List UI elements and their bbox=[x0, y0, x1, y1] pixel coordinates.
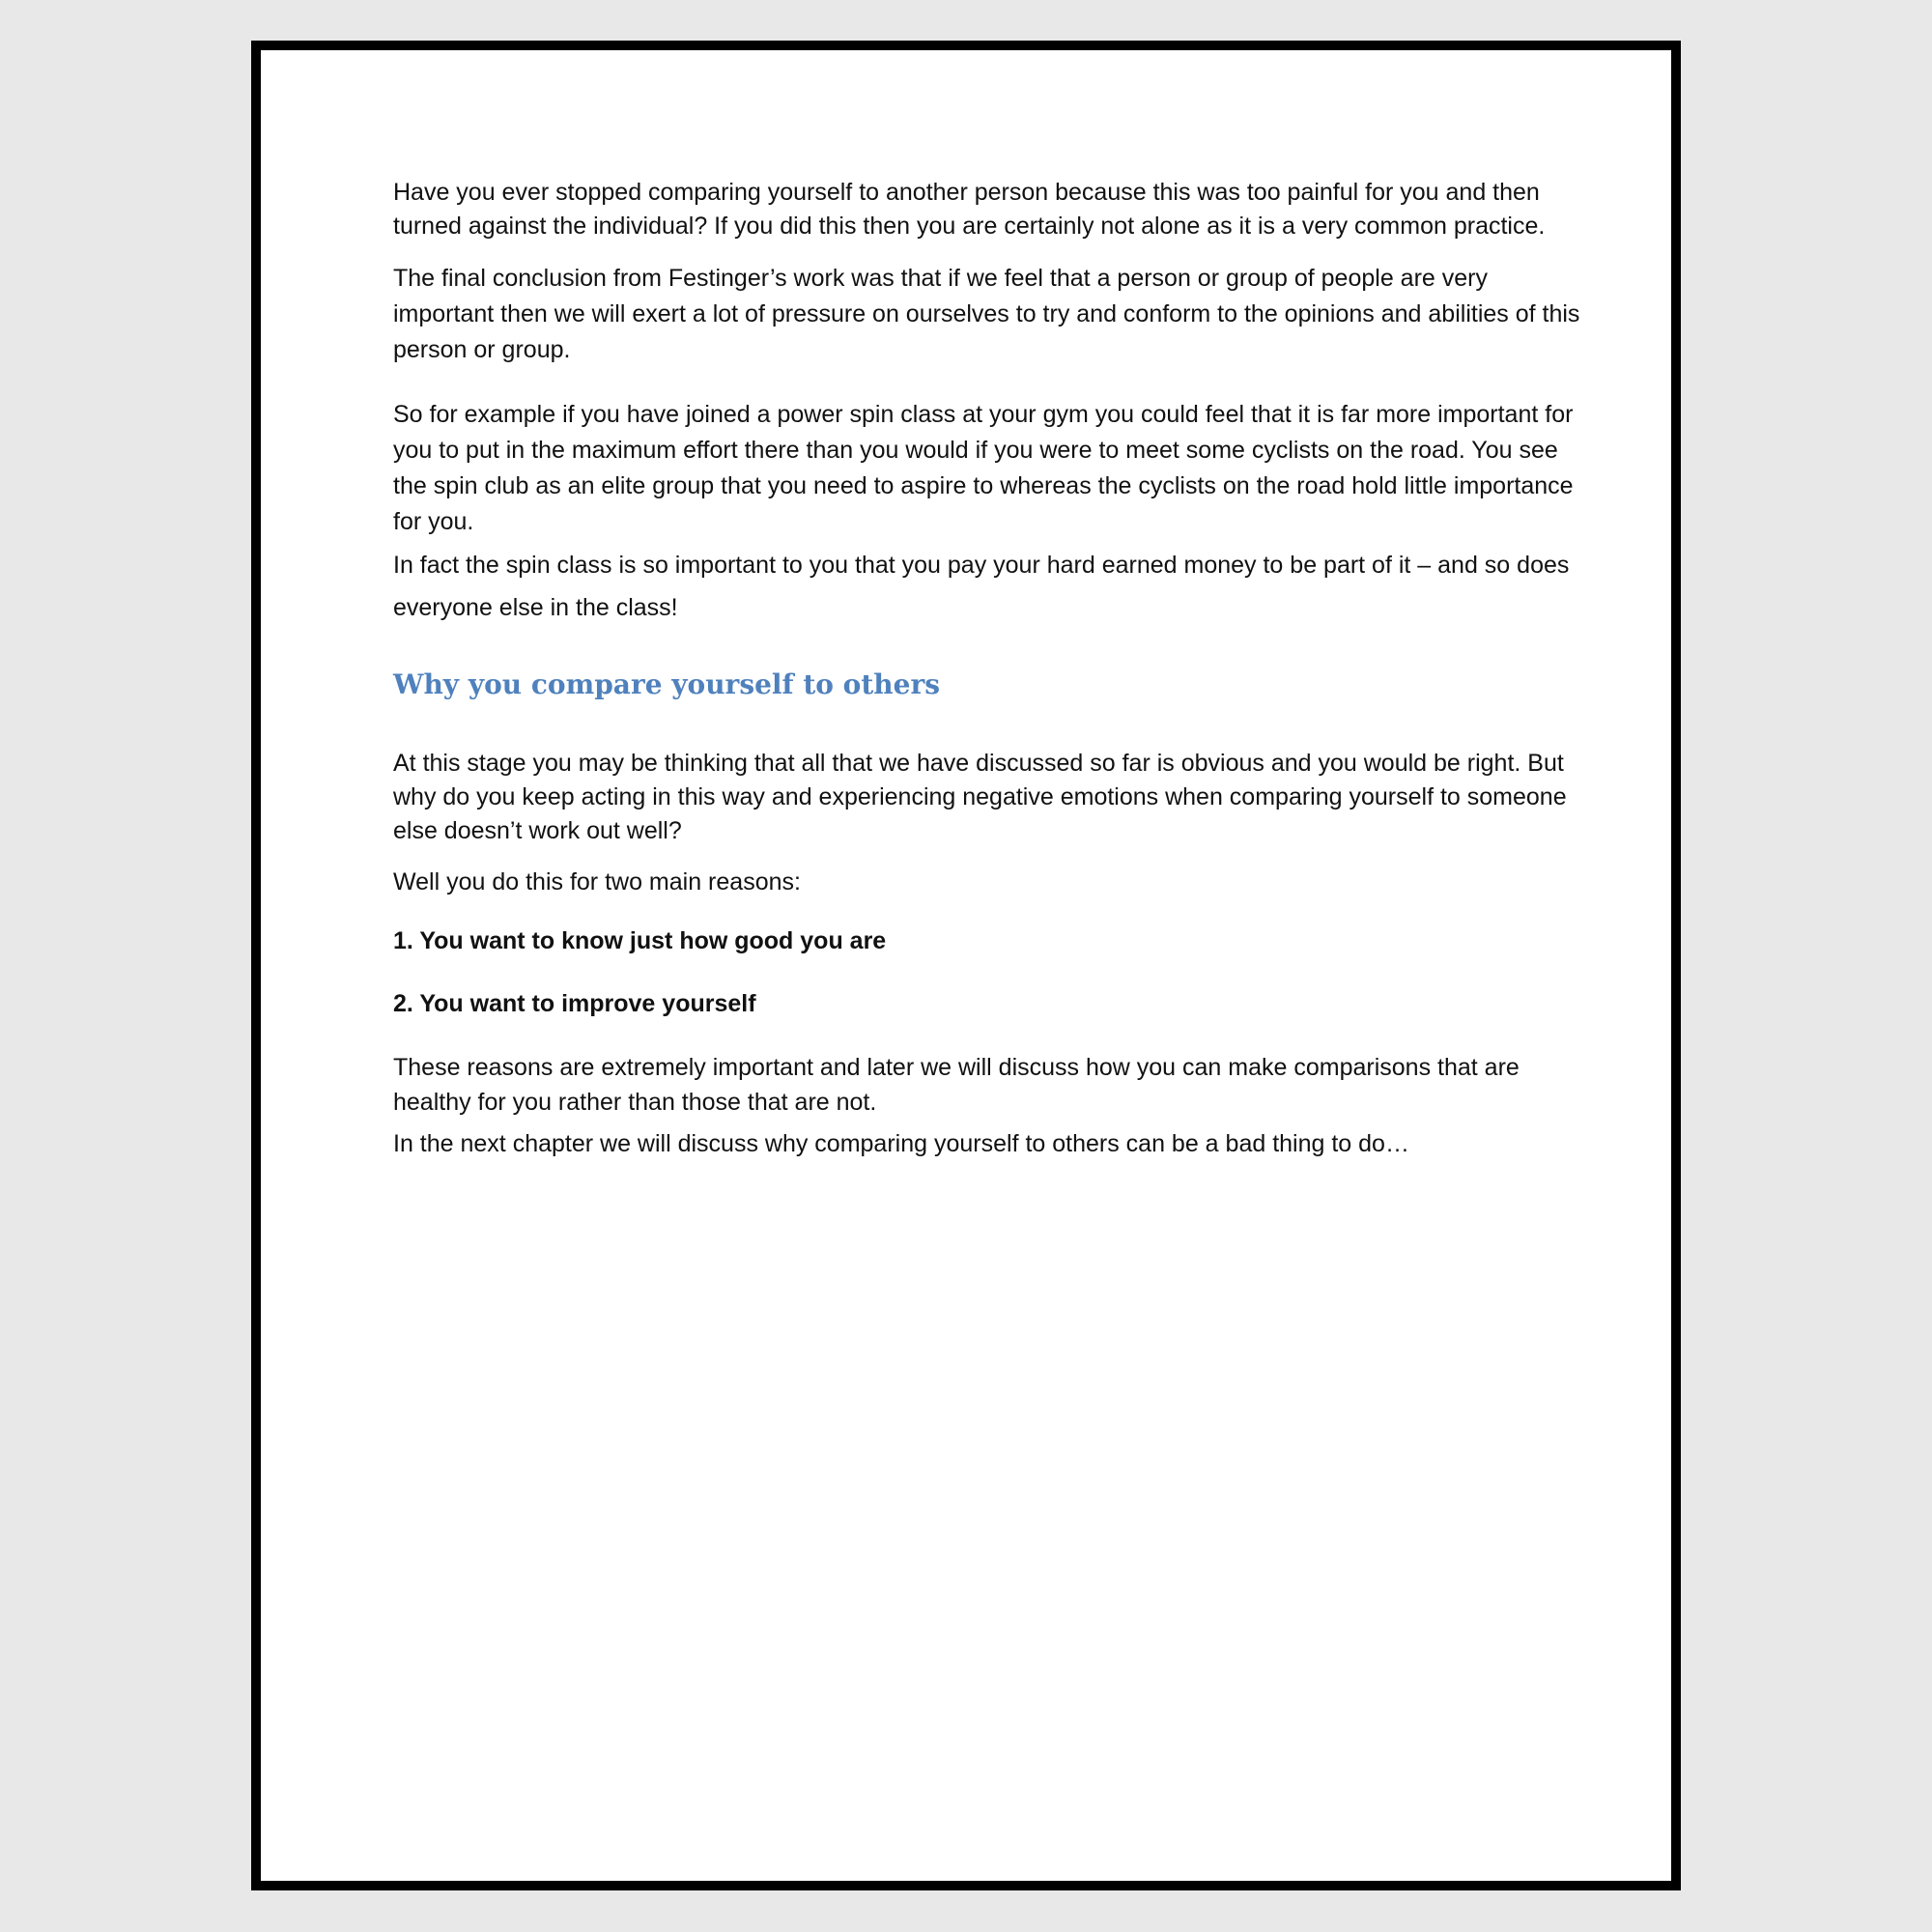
paragraph-8: In the next chapter we will discuss why comparing yourself to others can be a bad thing to do… bbox=[393, 1130, 1409, 1157]
page-content bbox=[393, 176, 1581, 1161]
reason-2: 2. You want to improve yourself bbox=[393, 990, 756, 1017]
paragraph-7: These reasons are extremely important and later we will discuss how you can make comparisons that are healthy for you rather than those that are not. bbox=[393, 1054, 1520, 1116]
reason-1: 1. You want to know just how good you are bbox=[393, 927, 887, 954]
paragraph-6: Well you do this for two main reasons: bbox=[393, 868, 801, 895]
paragraph-4: In fact the spin class is so important to you that you pay your hard earned money to be part of it – and so does everyone else in the class! bbox=[393, 552, 1570, 621]
paragraph-1: Have you ever stopped comparing yourself to another person because this was too painful for you and then turned against the individual? If you did this then you are certainly not alone as it is a very common practice. bbox=[393, 179, 1546, 240]
document-page bbox=[251, 41, 1681, 1890]
paragraph-2: The final conclusion from Festinger’s work was that if we feel that a person or group of people are very important then we will exert a lot of pressure on ourselves to try and conform to the opinions and abilities of this person or group. bbox=[393, 265, 1580, 363]
paragraph-5: At this stage you may be thinking that all that we have discussed so far is obvious and you would be right. But why do you keep acting in this way and experiencing negative emotions when comparing yourself to someone else doesn’t work out well? bbox=[393, 750, 1567, 844]
section-heading: Why you compare yourself to others bbox=[393, 668, 940, 700]
paragraph-3: So for example if you have joined a power spin class at your gym you could feel that it is far more important for you to put in the maximum effort there than you would if you were to meet some cyclists on the road. You see the spin club as an elite group that you need to aspire to whereas the cyclists on the road hold little importance for you. bbox=[393, 401, 1574, 535]
